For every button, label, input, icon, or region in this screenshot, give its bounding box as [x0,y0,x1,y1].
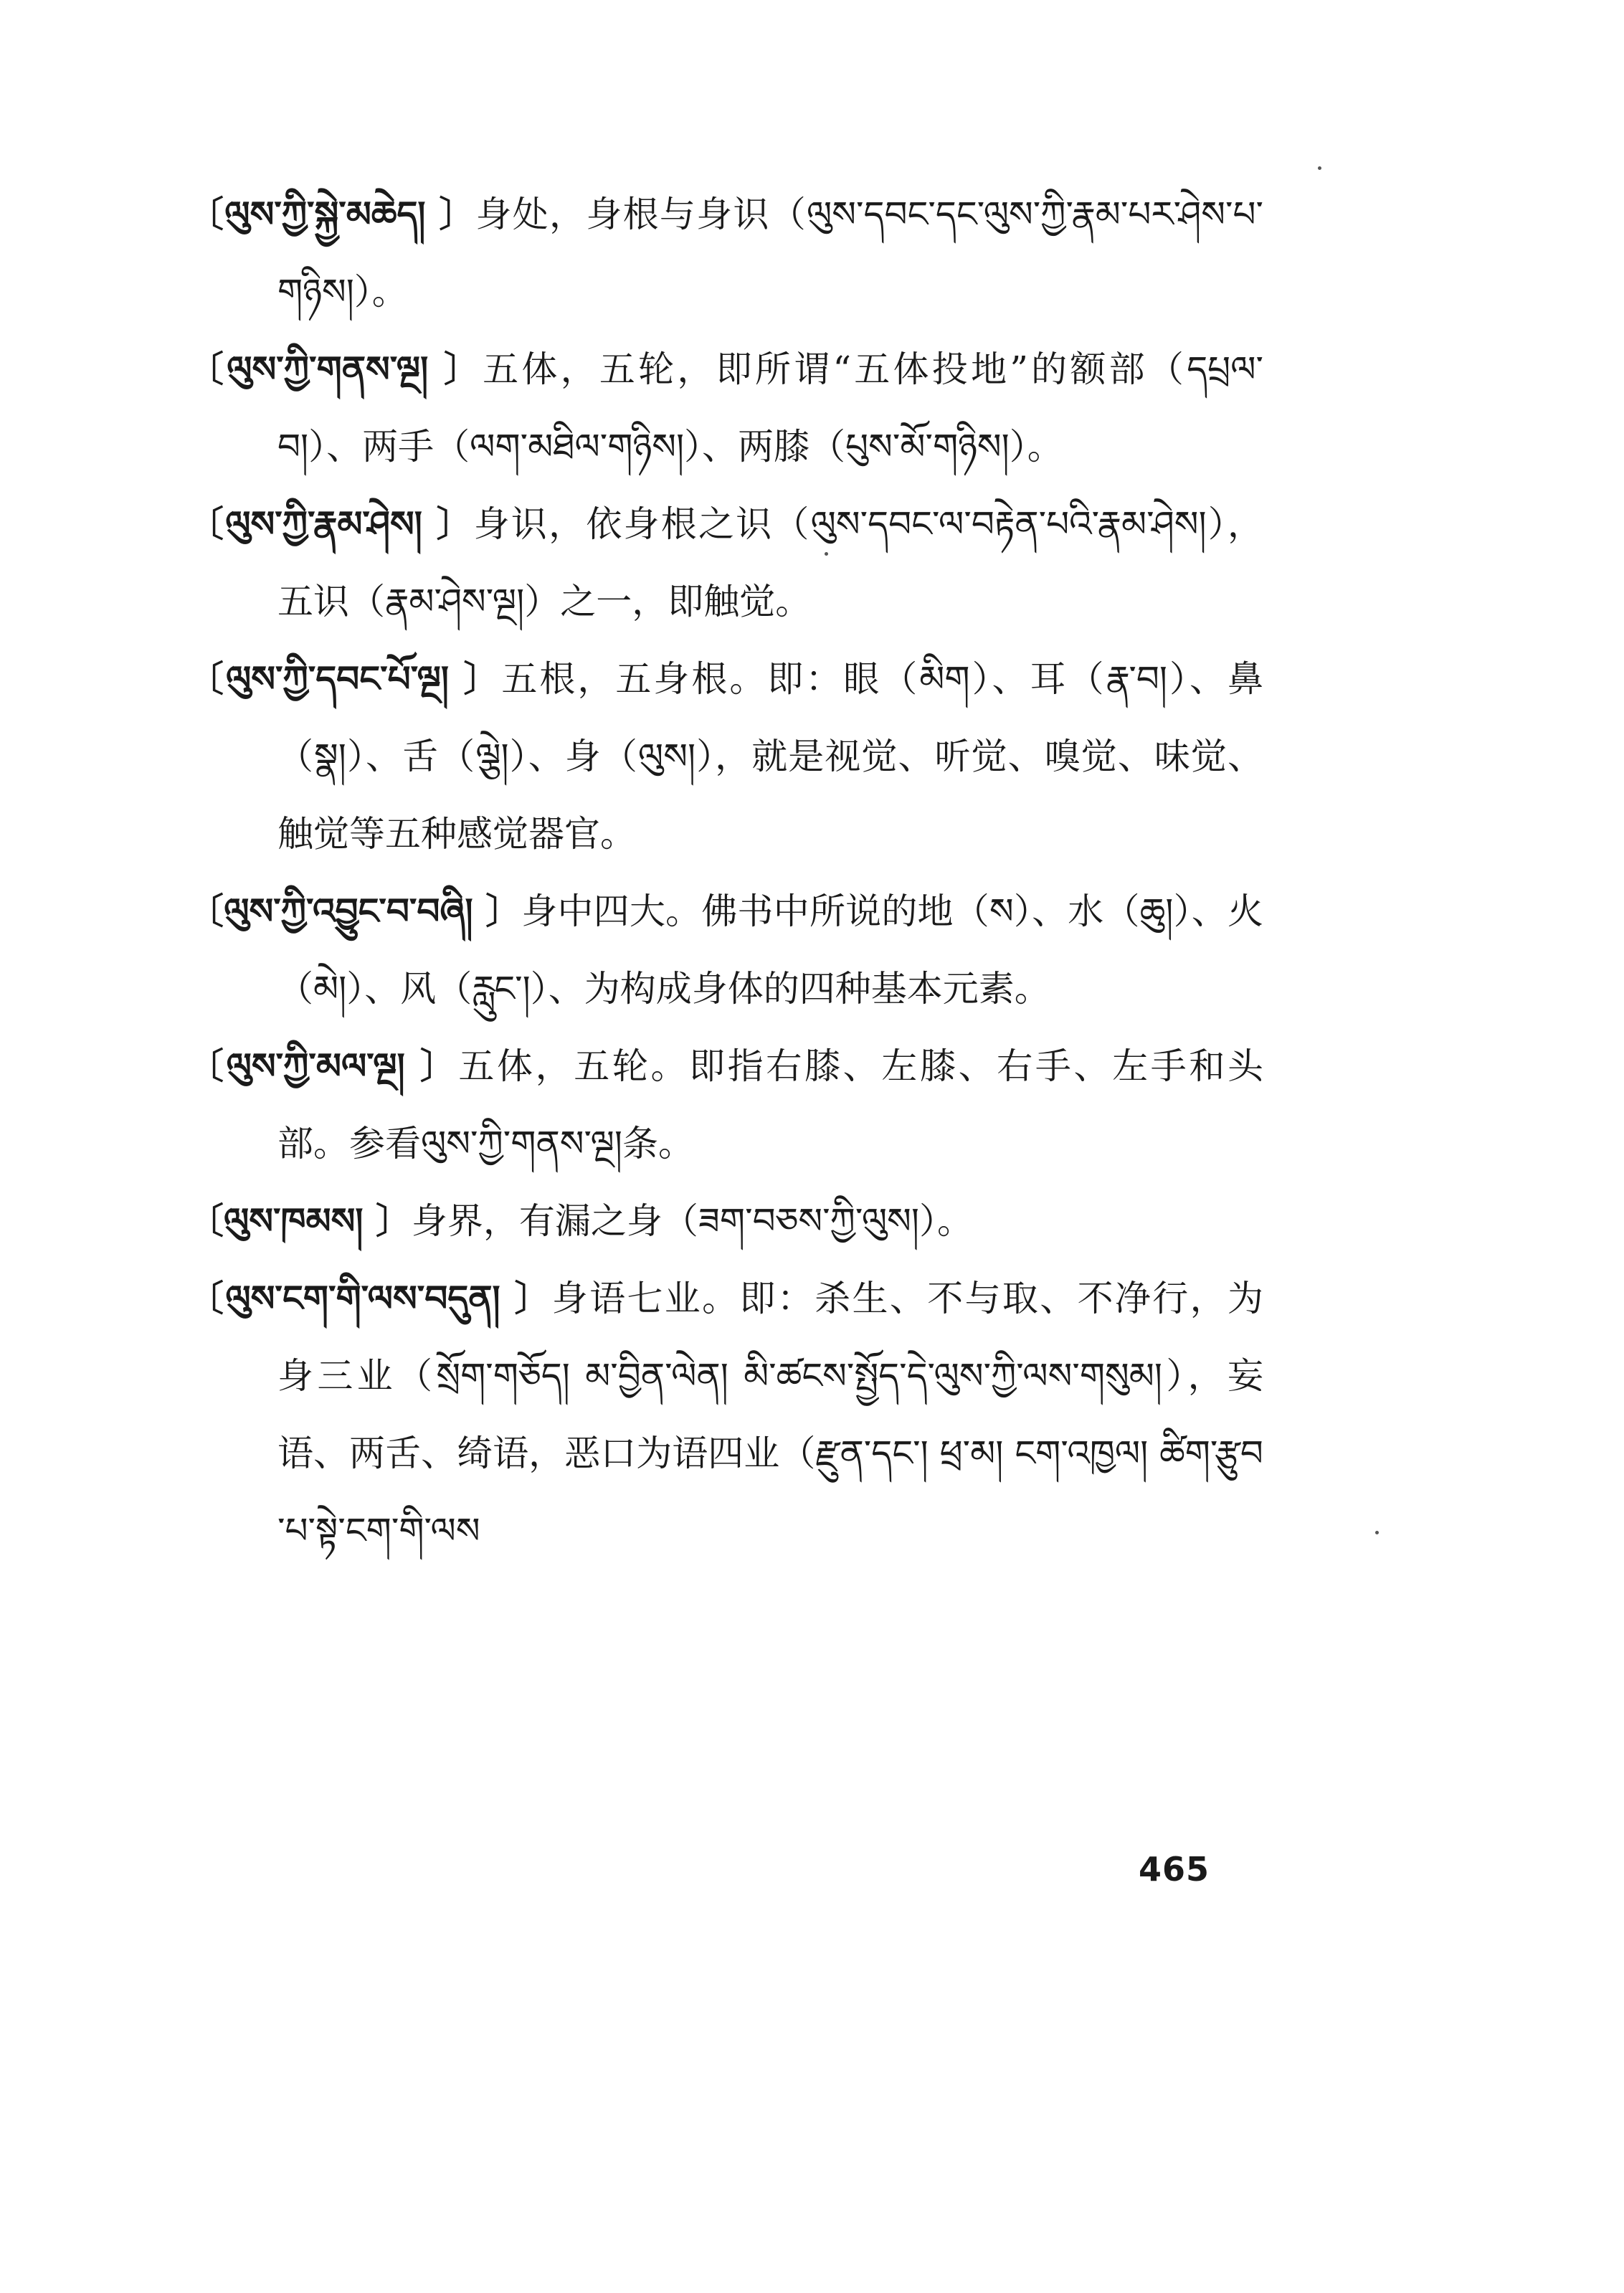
dictionary-entry [188,331,1263,485]
entry-headword: 〔ལུས་ཁམས། 〕 [188,1200,412,1242]
entry-definition: 五体，五轮，即所谓“五体投地”的额部（དཔྲལ་བ།）、两手（ལག་མཐིལ་གཉིས།）、两膝（པུས་མོ་གཉིས།）。 [277,348,1263,467]
entry-definition: 身界，有漏之身（ཟག་བཅས་ཀྱི་ལུས།）。 [411,1200,974,1242]
entry-headword: 〔ལུས་ཀྱི་དབང་པོ་ལྔ། 〕 [188,657,502,700]
entry-headword: 〔ལུས་ངག་གི་ལས་བདུན། 〕 [188,1277,552,1319]
entry-definition: 五体，五轮。即指右膝、左膝、右手、左手和头部。参看ལུས་ཀྱི་གནས་ལྔ།条。 [277,1045,1263,1164]
entry-definition: 五根，五身根。即：眼（མིག）、耳（རྣ་བ།）、鼻（སྣ།）、舌（ལྕེ།）、身（ལུས།），就是视觉、听觉、嗅觉、味觉、触觉等五种感觉器官。 [277,658,1263,855]
dictionary-entry [188,176,1263,331]
dictionary-entry [188,1260,1263,1570]
scan-speck [825,552,828,556]
entry-headword: 〔ལུས་ཀྱི་འབྱུང་བ་བཞི། 〕 [188,890,522,932]
scan-speck [1375,1531,1379,1534]
entry-definition: 身识，依身根之识（ལུས་དབང་ལ་བརྟེན་པའི་རྣམ་ཤེས།），五识（རྣམ་ཤེས་ལྔ།）之一，即触觉。 [277,503,1263,622]
entry-headword: 〔ལུས་ཀྱི་མལ་ལྔ། 〕 [188,1045,459,1087]
entry-headword: 〔ལུས་ཀྱི་རྣམ་ཤེས། 〕 [188,503,474,545]
page-number: 465 [1139,1850,1210,1889]
entry-definition: 身语七业。即：杀生、不与取、不净行，为身三业（སྲོག་གཅོད། མ་བྱིན་ལེན། མི་ཚངས་སྤྱོད་དེ་ལུས་ཀྱི་ལས་གསུམ།），妄语、两舌、绮语，恶口为语四业（རྫུན་དང་། ཕྲ་མ། ངག་འཁྱལ། ཚིག་རྩུབ་པ་སྟེ་ངག་གི་ལས [277,1278,1263,1552]
dictionary-entry [188,640,1263,873]
dictionary-entry [188,873,1263,1027]
entry-definition: 身中四大。佛书中所说的地（ས）、水（ཆུ།）、火（མེ།）、风（རླུང་།）、为构成身体的四种基本元素。 [277,891,1263,1010]
dictionary-entry [188,1027,1263,1182]
entry-list [188,176,1263,1570]
scan-speck [1318,166,1321,170]
dictionary-entry [188,1182,1263,1260]
entry-definition: 身处，身根与身识（ལུས་དབང་དང་ལུས་ཀྱི་རྣམ་པར་ཤེས་པ་གཉིས།）。 [277,194,1263,313]
dictionary-entry [188,485,1263,640]
entry-headword: 〔ལུས་ཀྱི་སྐྱེ་མཆེད། 〕 [188,193,476,235]
entry-headword: 〔ལུས་ཀྱི་གནས་ལྔ། 〕 [188,348,483,390]
